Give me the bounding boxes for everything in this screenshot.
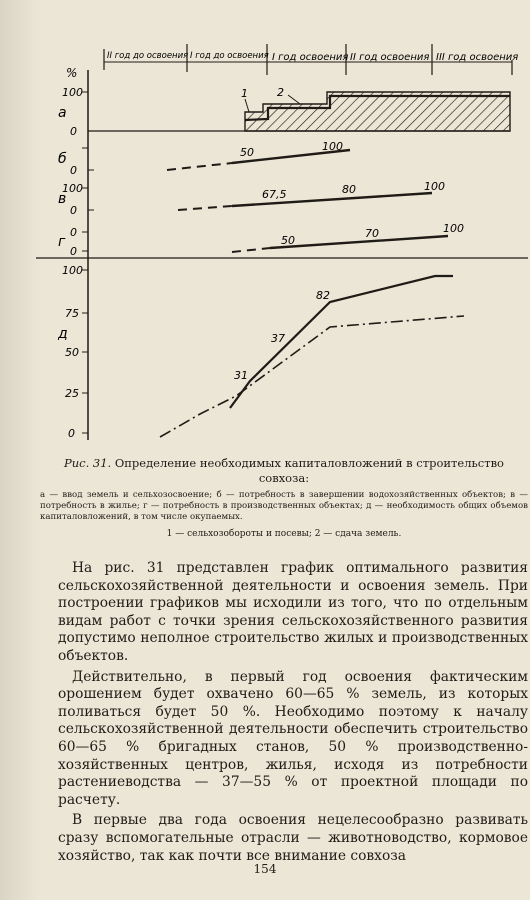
row-a — [58, 66, 510, 138]
row-g-letter: г — [58, 234, 66, 250]
row-v-label-100: 100 — [424, 180, 445, 193]
row-b-label-50: 50 — [240, 146, 254, 159]
hatched-area-land — [245, 92, 510, 131]
row-a-label-2: 2 — [277, 86, 284, 99]
row-d-tick-50: 50 — [65, 346, 79, 359]
row-g-label-70: 70 — [365, 227, 379, 240]
row-d-tick-100: 100 — [62, 264, 83, 277]
row-v-tick-0: 0 — [70, 204, 77, 217]
row-a-label-1: 1 — [241, 87, 248, 100]
row-g-label-100: 100 — [443, 222, 464, 235]
period-label-2: I год до освоения — [190, 51, 269, 61]
row-b-label-100: 100 — [322, 140, 343, 153]
paragraph-1: На рис. 31 представлен график оптимального развития сельскохозяйственной деятельности и освоения земель. При построении графиков мы исходили из того, что по отдельным видам работ с точки зрения сельскохозяйственного развития допустимо неполное строительство жилых и производственных объектов. — [58, 560, 528, 664]
row-d-letter: д — [58, 326, 68, 342]
period-label-1: II год до освоения — [107, 51, 189, 61]
row-d-tick-0: 0 — [68, 427, 75, 440]
row-d-tick-75: 75 — [65, 307, 79, 320]
row-v-label-67-5: 67,5 — [262, 188, 287, 201]
row-g-tick-0b: 0 — [70, 245, 77, 258]
figure-legend: а — ввод земель и сельхозосвоение; б — потребность в завершении водохозяйственных объектов; в — потребность в жилье; г — потребность в производственных объектах; д — необходимость общих объемов капиталовложений, в том числе окупаемых. — [40, 490, 528, 522]
period-label-5: III год освоения — [436, 52, 519, 63]
row-v-tick-100: 100 — [62, 182, 83, 195]
paragraph-2: Действительно, в первый год освоения фактическим орошением будет охвачено 60—65 % земель, из которых поливаться будет 50 %. Необходимо поэтому к началу сельскохозяйственной деятельности обеспечить строительство 60—65 % бригадных станов, 50 % производственно-хозяйственных центров, жилья, исходя из потребности растениеводства — 37—55 % от проектной площади по расчету. — [58, 668, 528, 808]
page-number: 154 — [253, 862, 277, 876]
period-header — [104, 44, 518, 75]
row-b-letter: б — [58, 151, 67, 167]
row-v-label-80: 80 — [342, 183, 356, 196]
row-a-tick-100: 100 — [62, 86, 83, 99]
total-investment-line — [230, 276, 453, 408]
figure-caption — [40, 456, 528, 486]
row-b — [58, 140, 350, 177]
figure-series-legend: 1 — сельхозобороты и посевы; 2 — сдача земель. — [166, 529, 402, 539]
row-d-label-82: 82 — [316, 289, 330, 302]
paragraph-3: В первые два года освоения нецелесообразно развивать сразу вспомогательные отрасли — животноводство, кормовое хозяйство, так как почти все внимание совхоза — [58, 812, 528, 864]
body-text — [58, 560, 528, 868]
row-a-letter: а — [58, 105, 67, 121]
figure-number: Рис. 31. — [64, 456, 112, 470]
row-b-tick-0: 0 — [70, 164, 77, 177]
row-v — [58, 180, 445, 217]
row-g-label-50: 50 — [281, 234, 295, 247]
row-d-label-37: 37 — [271, 332, 285, 345]
row-a-tick-0: 0 — [70, 125, 77, 138]
period-label-3: I год освоения — [272, 52, 349, 63]
row-g-tick-0a: 0 — [70, 226, 77, 239]
row-d-tick-25: 25 — [65, 387, 79, 400]
row-d — [57, 264, 464, 440]
unit-label: % — [66, 66, 78, 80]
row-d-label-31: 31 — [234, 369, 248, 382]
row-v-letter: в — [58, 191, 67, 207]
row-g — [58, 222, 464, 258]
period-label-4: II год освоения — [350, 52, 430, 63]
figure-title: Определение необходимых капиталовложений в строительство совхоза: — [114, 456, 504, 485]
payback-investment-line — [160, 316, 464, 437]
